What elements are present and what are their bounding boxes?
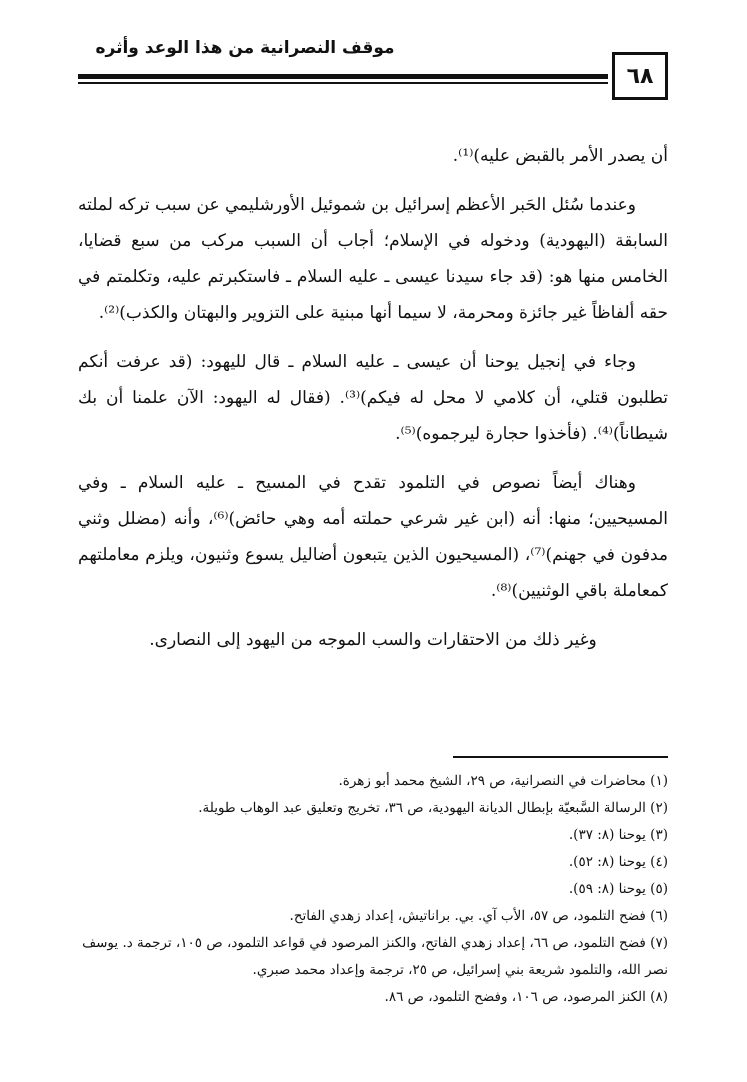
footnote-separator: [453, 756, 668, 758]
footnote-item: (٨) الكنز المرصود، ص ١٠٦، وفضح التلمود، ص ٨٦.: [384, 989, 668, 1005]
paragraph: أن يصدر الأمر بالقبض عليه)⁽¹⁾.: [452, 146, 668, 166]
footnote-item: (١) محاضرات في النصرانية، ص ٢٩، الشيخ محمد أبو زهرة.: [338, 773, 668, 789]
header-rule-thin: [78, 82, 608, 84]
page-number-box: [612, 52, 668, 100]
paragraph: وهناك أيضاً نصوص في التلمود تقدح في المسيح ـ عليه السلام ـ وفي المسيحيين؛ منها: أنه (ابن غير شرعي حملته أمه وهي حائض)⁽⁶⁾، وأنه (مضلل وثني مدفون في جهنم)⁽⁷⁾، (المسيحيون الذين يتبعون أضاليل يسوع وثنيون، ويلزم معاملتهم كمعاملة باقي الوثنيين)⁽⁸⁾.: [78, 473, 669, 601]
footnote-item: (٦) فضح التلمود، ص ٥٧، الأب آي. بي. براناتيش، إعداد زهدي الفاتح.: [289, 908, 668, 924]
paragraph: وغير ذلك من الاحتقارات والسب الموجه من اليهود إلى النصارى.: [149, 630, 597, 650]
footnote-item: (٥) يوحنا (٨: ٥٩).: [568, 881, 668, 897]
footnote-item: (٧) فضح التلمود، ص ٦٦، إعداد زهدي الفاتح، والكنز المرصود في قواعد التلمود، ص ١٠٥، ترجمة د. يوسف نصر الله، والتلمود شريعة بني إسرائيل، ص ٢٥، ترجمة وإعداد محمد صبري.: [82, 935, 668, 978]
footnote-item: (٢) الرسالة السَّبعيّة بإبطال الديانة اليهودية، ص ٣٦، تخريج وتعليق عبد الوهاب طويلة.: [198, 800, 668, 816]
footnote-item: (٤) يوحنا (٨: ٥٢).: [568, 854, 668, 870]
page-number: ٦٨: [626, 63, 654, 89]
footnotes: [78, 768, 668, 1011]
running-header-title: موقف النصرانية من هذا الوعد وأثره: [95, 38, 395, 58]
paragraph: وجاء في إنجيل يوحنا أن عيسى ـ عليه السلام ـ قال لليهود: (قد عرفت أنكم تطلبون قتلي، أن كلامي لا محل له فيكم)⁽³⁾. (فقال له اليهود: الآن علمنا أن بك شيطاناً)⁽⁴⁾. (فأخذوا حجارة ليرجموه)⁽⁵⁾.: [78, 352, 668, 444]
footnote-item: (٣) يوحنا (٨: ٣٧).: [568, 827, 668, 843]
header-rule-thick: [78, 74, 608, 79]
body-text: [78, 138, 668, 671]
paragraph: وعندما سُئل الحَبر الأعظم إسرائيل بن شموئيل الأورشليمي عن سبب تركه لملته السابقة (اليهودية) ودخوله في الإسلام؛ أجاب أن السبب مركب من سبع قضايا، الخامس منها هو: (قد جاء سيدنا عيسى ـ عليه السلام ـ فاستكبرتم عليه، وتكلمتم في حقه ألفاظاً غير جائزة ومحرمة، لا سيما أنها مبنية على التزوير والبهتان والكذب)⁽²⁾.: [78, 195, 668, 323]
